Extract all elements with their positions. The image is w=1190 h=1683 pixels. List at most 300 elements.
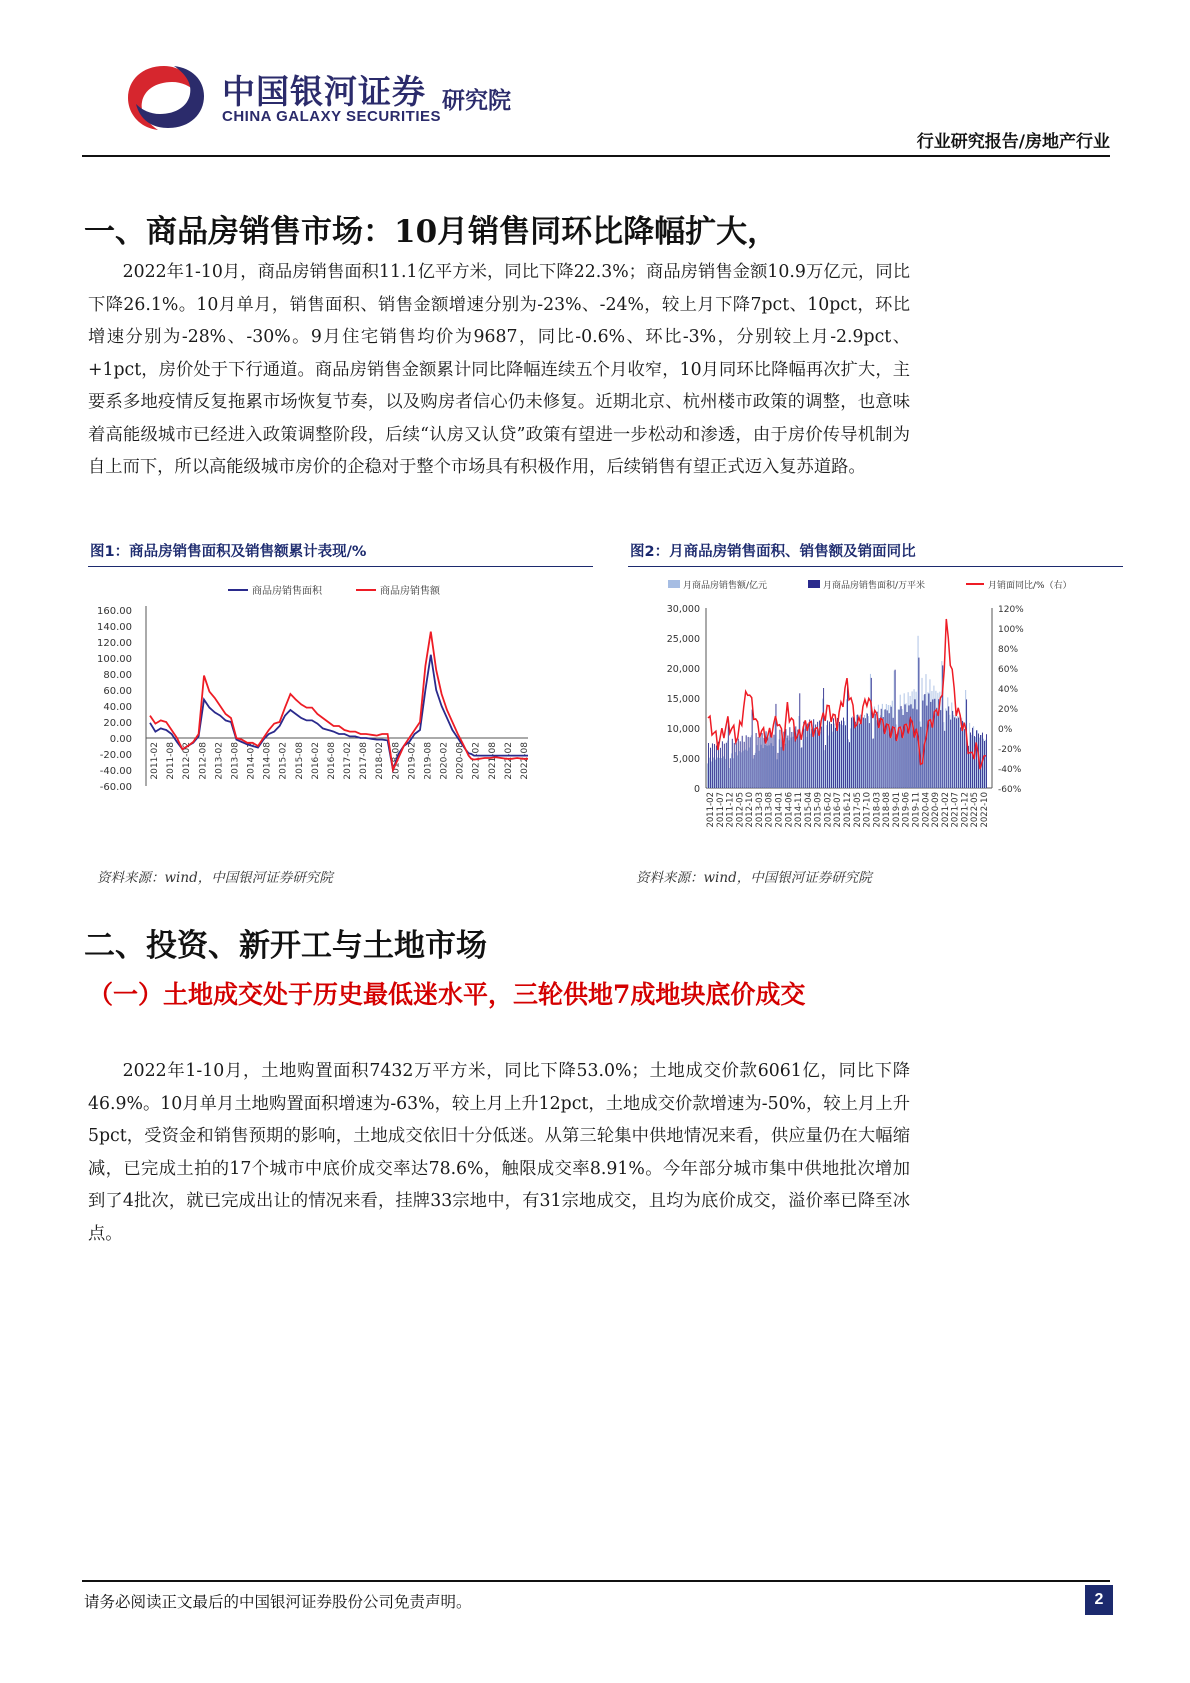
bar-sales-area: [946, 711, 947, 788]
bar-sales-amount: [822, 699, 823, 788]
bar-sales-area: [801, 747, 802, 788]
legend-label-area: 商品房销售面积: [252, 586, 322, 597]
x-tick-label: 2021-08: [487, 742, 498, 780]
bar-sales-amount: [846, 699, 847, 788]
y-right-tick-label: 100%: [998, 625, 1024, 635]
x-tick-label: 2020-09: [931, 792, 942, 828]
x-tick-label: 2021-12: [960, 792, 971, 828]
bar-sales-amount: [868, 716, 869, 788]
y-left-tick-label: 15,000: [666, 694, 700, 705]
figure2-rule: [628, 566, 1123, 567]
y-right-tick-label: 40%: [998, 685, 1019, 695]
bar-sales-amount: [860, 715, 861, 789]
figure1-title: 图1：商品房销售面积及销售额累计表现/%: [90, 544, 367, 560]
bar-sales-area: [714, 744, 715, 788]
bar-sales-amount: [971, 735, 972, 788]
bar-sales-area: [762, 733, 763, 788]
y-tick-label: 60.00: [103, 686, 132, 697]
bar-sales-amount: [777, 759, 778, 788]
bar-sales-area: [823, 688, 824, 788]
bar-sales-area: [930, 702, 931, 788]
bar-sales-area: [789, 727, 790, 788]
bar-sales-area: [954, 717, 955, 788]
bar-sales-area: [793, 727, 794, 788]
bar-sales-amount: [800, 748, 801, 788]
bar-sales-amount: [898, 710, 899, 789]
x-tick-label: 2016-07: [833, 792, 844, 828]
bar-sales-area: [746, 735, 747, 788]
bar-sales-amount: [884, 710, 885, 788]
bar-sales-area: [752, 710, 753, 789]
bar-sales-amount: [880, 715, 881, 788]
x-tick-label: 2015-09: [813, 792, 824, 828]
y-tick-label: 0.00: [109, 734, 132, 745]
bar-sales-area: [855, 722, 856, 788]
bar-sales-amount: [882, 704, 883, 788]
figure1-legend: [228, 584, 441, 597]
bar-sales-area: [984, 741, 985, 788]
bar-sales-area: [803, 722, 804, 788]
bar-sales-amount: [959, 715, 960, 788]
x-tick-label: 2016-02: [823, 792, 834, 828]
bar-sales-amount: [842, 725, 843, 788]
bar-sales-area: [917, 709, 918, 788]
bar-sales-amount: [759, 751, 760, 788]
y-tick-label: 80.00: [103, 670, 132, 681]
bar-sales-amount: [876, 720, 877, 788]
page-number: 2: [1085, 1585, 1113, 1615]
y-right-tick-label: -60%: [998, 785, 1022, 795]
bar-sales-amount: [874, 707, 875, 789]
bar-sales-area: [756, 733, 757, 788]
bar-sales-amount: [908, 692, 909, 788]
bar-sales-amount: [834, 724, 835, 788]
bar-sales-amount: [902, 709, 903, 788]
bar-sales-area: [813, 719, 814, 788]
bar-sales-amount: [914, 689, 915, 788]
bar-sales-amount: [765, 745, 766, 788]
x-tick-label: 2013-08: [764, 792, 775, 828]
bar-sales-amount: [737, 755, 738, 788]
bar-sales-amount: [945, 708, 946, 788]
bar-sales-area: [744, 742, 745, 788]
x-tick-label: 2012-08: [198, 742, 209, 780]
bar-sales-area: [867, 714, 868, 788]
bar-sales-area: [964, 729, 965, 788]
y-tick-label: -60.00: [99, 782, 132, 793]
bar-sales-area: [915, 699, 916, 788]
bar-sales-area: [754, 755, 755, 788]
x-tick-label: 2013-08: [230, 742, 241, 780]
bar-sales-amount: [848, 739, 849, 788]
bar-sales-amount: [862, 717, 863, 788]
bar-sales-area: [849, 742, 850, 788]
bar-sales-area: [811, 729, 812, 788]
brand-name-cn: 中国银河证券: [222, 72, 426, 111]
x-tick-label: 2017-05: [852, 792, 863, 828]
bar-sales-amount: [729, 768, 730, 788]
institute-label: 研究院: [442, 88, 511, 114]
bar-sales-amount: [810, 734, 811, 788]
bar-sales-amount: [916, 692, 917, 788]
figure1-chart: [88, 570, 593, 860]
bar-sales-area: [821, 727, 822, 788]
bar-sales-area: [768, 737, 769, 788]
bar-sales-area: [734, 743, 735, 788]
bar-sales-amount: [717, 758, 718, 788]
bar-sales-area: [936, 708, 937, 788]
bar-sales-amount: [900, 695, 901, 788]
bar-sales-amount: [785, 744, 786, 788]
bar-sales-amount: [791, 738, 792, 789]
y-right-tick-label: -20%: [998, 745, 1022, 755]
bar-sales-area: [940, 710, 941, 788]
figure2-chart: [628, 570, 1123, 860]
bar-sales-amount: [912, 691, 913, 788]
bar-sales-area: [843, 718, 844, 788]
bar-sales-amount: [767, 746, 768, 788]
bar-sales-area: [712, 743, 713, 788]
section2-subtitle: （一）土地成交处于历史最低迷水平，三轮供地7成地块底价成交: [88, 980, 806, 1009]
section1-title: 一、商品房销售市场：10月销售同环比降幅扩大，: [84, 214, 779, 250]
x-tick-label: 2022-10: [980, 792, 990, 828]
bar-sales-area: [799, 693, 800, 788]
bar-sales-area: [891, 707, 892, 788]
bar-sales-amount: [818, 728, 819, 788]
bar-sales-amount: [757, 745, 758, 788]
bar-sales-amount: [820, 732, 821, 788]
y-right-tick-label: 60%: [998, 665, 1019, 675]
x-tick-label: 2011-02: [150, 742, 160, 780]
bar-sales-area: [853, 717, 854, 788]
bar-sales-area: [835, 728, 836, 788]
bar-sales-amount: [735, 752, 736, 788]
bar-sales-amount: [858, 722, 859, 788]
bar-sales-area: [976, 730, 977, 788]
y-right-tick-label: 20%: [998, 705, 1019, 715]
bar-sales-amount: [769, 745, 770, 788]
bar-sales-amount: [787, 738, 788, 788]
bar-sales-amount: [866, 713, 867, 788]
bar-sales-area: [960, 727, 961, 788]
bar-sales-amount: [741, 752, 742, 788]
bar-sales-amount: [852, 716, 853, 788]
bar-sales-amount: [854, 727, 855, 788]
bar-sales-amount: [977, 730, 978, 788]
bar-sales-amount: [806, 737, 807, 788]
bar-sales-area: [980, 735, 981, 788]
x-tick-label: 2017-08: [359, 742, 370, 780]
bar-sales-amount: [840, 724, 841, 788]
bar-sales-amount: [985, 740, 986, 788]
bar-sales-amount: [949, 715, 950, 788]
y-left-tick-label: 0: [693, 784, 700, 795]
bar-sales-area: [950, 720, 951, 788]
bar-sales-amount: [727, 741, 728, 789]
section2-title: 二、投资、新开工与土地市场: [84, 928, 487, 964]
bar-sales-area: [732, 739, 733, 788]
bar-sales-area: [901, 706, 902, 788]
bar-sales-area: [928, 694, 929, 789]
y-tick-label: 100.00: [97, 654, 132, 665]
x-tick-label: 2012-02: [182, 742, 193, 780]
bar-sales-amount: [955, 708, 956, 788]
bar-sales-area: [873, 739, 874, 789]
bar-sales-area: [736, 739, 737, 788]
y-left-tick-label: 30,000: [666, 604, 700, 615]
y-tick-label: 20.00: [103, 718, 132, 729]
bar-sales-amount: [850, 728, 851, 788]
figure2-legend: [668, 579, 1072, 591]
legend-swatch-amount: [668, 580, 680, 588]
x-tick-label: 2020-04: [921, 792, 932, 828]
bar-sales-area: [859, 724, 860, 789]
bar-sales-amount: [930, 679, 931, 788]
figure1-source: 资料来源：wind，中国银河证券研究院: [97, 870, 333, 886]
bar-sales-amount: [779, 739, 780, 788]
x-tick-label: 2021-02: [940, 792, 951, 828]
y-left-tick-label: 25,000: [666, 634, 700, 645]
figure1-rule: [88, 566, 593, 567]
bar-sales-area: [847, 684, 848, 788]
x-tick-label: 2019-06: [901, 792, 912, 828]
bar-sales-area: [970, 733, 971, 789]
bar-sales-area: [952, 711, 953, 788]
bar-sales-area: [710, 748, 711, 788]
y-tick-label: 140.00: [97, 622, 132, 633]
bar-sales-amount: [715, 760, 716, 788]
bar-sales-amount: [761, 745, 762, 788]
bar-sales-amount: [937, 693, 938, 788]
y-right-tick-label: 0%: [998, 725, 1013, 735]
bar-sales-area: [922, 701, 923, 789]
y-tick-label: 120.00: [97, 638, 132, 649]
bar-sales-amount: [771, 743, 772, 788]
brand-name-en: CHINA GALAXY SECURITIES: [222, 108, 442, 125]
bar-sales-amount: [731, 753, 732, 788]
bar-sales-area: [748, 737, 749, 788]
bar-sales-area: [918, 658, 919, 788]
bar-sales-area: [861, 715, 862, 788]
x-tick-label: 2016-08: [326, 742, 337, 780]
figure2-source: 资料来源：wind，中国银河证券研究院: [636, 870, 872, 886]
bar-sales-amount: [886, 704, 887, 788]
bar-sales-area: [831, 724, 832, 788]
bar-sales-area: [871, 678, 872, 788]
bar-sales-amount: [747, 751, 748, 788]
y-right-tick-label: 80%: [998, 645, 1019, 655]
x-tick-label: 2020-08: [455, 742, 466, 780]
bar-sales-amount: [830, 724, 831, 788]
bar-sales-area: [809, 720, 810, 789]
bar-sales-amount: [838, 724, 839, 788]
bar-sales-amount: [872, 739, 873, 788]
bar-sales-area: [879, 718, 880, 788]
y-left-tick-label: 20,000: [666, 664, 700, 675]
bar-sales-area: [827, 721, 828, 789]
bar-sales-amount: [943, 722, 944, 788]
legend-label-area: 月商品房销售面积/万平米: [823, 581, 926, 591]
bar-sales-amount: [753, 759, 754, 788]
bar-sales-area: [764, 738, 765, 788]
bar-sales-amount: [745, 750, 746, 788]
x-tick-label: 2014-08: [262, 742, 273, 780]
x-tick-label: 2013-03: [754, 792, 765, 828]
x-tick-label: 2016-02: [310, 742, 321, 780]
bar-sales-amount: [798, 716, 799, 788]
x-tick-label: 2011-02: [706, 792, 716, 828]
bar-sales-amount: [951, 703, 952, 789]
bar-sales-area: [926, 706, 927, 788]
bar-sales-amount: [965, 690, 966, 788]
x-tick-label: 2012-10: [745, 792, 756, 828]
bar-sales-area: [815, 725, 816, 789]
bar-sales-area: [740, 741, 741, 788]
bar-sales-amount: [933, 686, 934, 788]
y-tick-label: 160.00: [97, 606, 132, 617]
bar-sales-area: [909, 705, 910, 788]
figure2-title: 图2：月商品房销售面积、销售额及销面同比: [630, 544, 916, 560]
bar-sales-area: [758, 737, 759, 788]
x-tick-label: 2014-01: [774, 792, 785, 828]
bar-sales-amount: [773, 746, 774, 788]
footer-divider: [82, 1580, 1110, 1582]
bar-sales-amount: [969, 723, 970, 788]
legend-label-amount: 月商品房销售额/亿元: [683, 581, 768, 591]
bar-sales-area: [897, 734, 898, 788]
bar-sales-amount: [743, 751, 744, 788]
bar-sales-area: [851, 718, 852, 788]
bar-sales-amount: [749, 748, 750, 789]
bar-sales-area: [742, 736, 743, 788]
x-tick-label: 2022-02: [503, 742, 514, 780]
bar-sales-amount: [707, 763, 708, 788]
bar-sales-amount: [890, 705, 891, 788]
x-tick-label: 2019-11: [911, 792, 922, 828]
bar-sales-area: [730, 758, 731, 788]
bar-sales-area: [865, 718, 866, 788]
bar-sales-amount: [789, 740, 790, 788]
bar-sales-area: [738, 739, 739, 788]
bar-sales-area: [716, 746, 717, 789]
bar-sales-amount: [709, 758, 710, 788]
bar-sales-amount: [836, 728, 837, 788]
bar-sales-amount: [918, 636, 919, 788]
bar-sales-area: [770, 732, 771, 788]
bar-sales-amount: [763, 748, 764, 788]
x-tick-label: 2014-06: [784, 792, 795, 828]
bar-sales-amount: [824, 750, 825, 788]
x-tick-label: 2014-11: [794, 792, 805, 828]
bar-sales-area: [972, 728, 973, 788]
bar-sales-amount: [739, 751, 740, 788]
x-tick-label: 2019-01: [891, 792, 902, 828]
bar-sales-area: [833, 718, 834, 788]
bar-sales-area: [974, 736, 975, 788]
bar-sales-area: [887, 710, 888, 788]
bar-sales-area: [791, 732, 792, 788]
bar-sales-area: [903, 715, 904, 788]
x-tick-label: 2018-08: [882, 792, 893, 828]
bar-sales-area: [829, 722, 830, 788]
bar-sales-area: [708, 743, 709, 788]
bar-sales-area: [956, 718, 957, 788]
bar-sales-amount: [755, 753, 756, 788]
bar-sales-amount: [794, 738, 795, 788]
bar-sales-area: [778, 753, 779, 788]
legend-swatch-area: [808, 580, 820, 588]
bar-sales-amount: [828, 736, 829, 789]
bar-sales-area: [958, 718, 959, 788]
x-tick-label: 2013-02: [214, 742, 225, 780]
bar-sales-area: [772, 733, 773, 788]
bar-sales-area: [845, 725, 846, 788]
bar-sales-amount: [953, 715, 954, 788]
bar-sales-area: [779, 730, 780, 788]
x-tick-label: 2011-07: [715, 792, 726, 828]
bar-sales-area: [750, 737, 751, 788]
x-tick-label: 2021-02: [471, 742, 482, 780]
bar-sales-amount: [812, 729, 813, 788]
y-left-tick-label: 10,000: [666, 724, 700, 735]
y-right-tick-label: 120%: [998, 605, 1024, 615]
bar-sales-amount: [781, 747, 782, 788]
bar-sales-amount: [963, 722, 964, 788]
bar-sales-area: [875, 714, 876, 788]
bar-sales-area: [825, 745, 826, 788]
x-tick-label: 2017-10: [862, 792, 873, 828]
y-right-tick-label: -40%: [998, 765, 1022, 775]
x-tick-label: 2017-02: [343, 742, 354, 780]
report-type: 行业研究报告/房地产行业: [916, 132, 1110, 152]
bar-sales-amount: [751, 735, 752, 788]
bar-sales-amount: [906, 703, 907, 788]
legend-label-yoy: 月销面同比/%（右）: [988, 581, 1072, 591]
bar-sales-amount: [928, 692, 929, 788]
bar-sales-area: [841, 721, 842, 788]
bar-sales-area: [899, 710, 900, 788]
bar-sales-amount: [957, 716, 958, 788]
bar-sales-amount: [793, 737, 794, 788]
x-tick-label: 2015-04: [803, 792, 814, 828]
x-tick-label: 2018-08: [391, 742, 402, 780]
bar-sales-area: [839, 722, 840, 788]
bar-sales-amount: [983, 739, 984, 788]
bar-sales-amount: [935, 691, 936, 788]
section1-paragraph: 2022年1-10月，商品房销售面积11.1亿平方米，同比下降22.3%；商品房销售金额10.9万亿元，同比下降26.1%。10月单月，销售面积、销售金额增速分别为-23%、-24%，较上月下降7pct、10pct，环比增速分别为-28%、-30%。9月住宅销售均价为9687，同比-0.6%、环比-3%，分别较上月-2.9pct、+1pct，房价处于下行通道。商品房销售金额累计同比降幅连续五个月收窄，10月同环比降幅再次扩大，主要系多地疫情反复拖累市场恢复节奏，以及购房者信心仍未修复。近期北京、杭州楼市政策的调整，也意味着高能级城市已经进入政策调整阶段，后续“认房又认贷”政策有望进一步松动和渗透，由于房价传导机制为自上而下，所以高能级城市房价的企稳对于整个市场具有积极作用，后续销售有望正式迈入复苏道路。: [88, 262, 910, 477]
x-tick-label: 2018-03: [872, 792, 883, 828]
bar-sales-amount: [941, 661, 942, 788]
bar-sales-area: [805, 724, 806, 789]
bar-sales-amount: [733, 758, 734, 788]
bar-sales-area: [720, 748, 721, 788]
x-tick-label: 2019-08: [423, 742, 434, 780]
bar-sales-area: [797, 730, 798, 788]
header-divider: [82, 155, 1110, 157]
x-tick-label: 2018-02: [375, 742, 386, 780]
galaxy-logo-icon: [124, 62, 208, 132]
bar-sales-amount: [932, 691, 933, 788]
bar-sales-amount: [910, 696, 911, 788]
x-tick-label: 2019-02: [407, 742, 418, 780]
bar-sales-amount: [888, 705, 889, 788]
bar-sales-amount: [826, 725, 827, 788]
bar-sales-amount: [832, 732, 833, 788]
bar-sales-area: [774, 735, 775, 788]
x-tick-label: 2015-08: [294, 742, 305, 780]
bar-sales-area: [787, 736, 788, 789]
bar-sales-area: [948, 706, 949, 788]
